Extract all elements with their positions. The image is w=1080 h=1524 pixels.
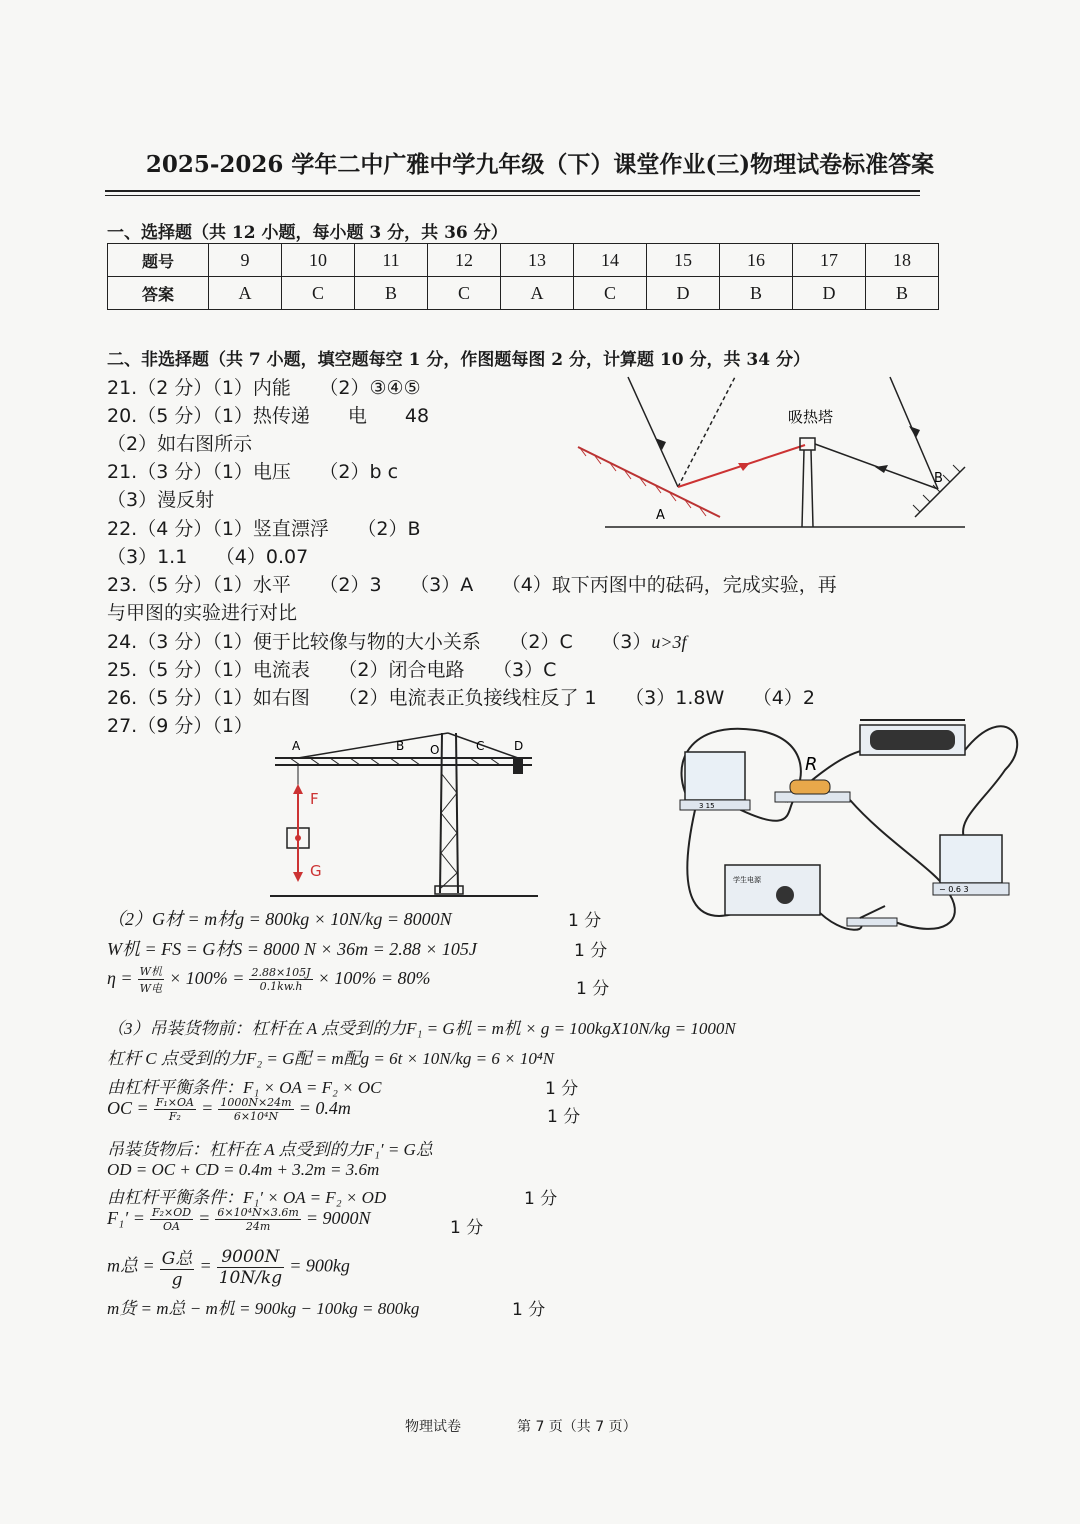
calc-line xyxy=(107,963,430,996)
fraction xyxy=(160,1244,195,1290)
cell: C xyxy=(428,277,501,310)
cell: B xyxy=(355,277,428,310)
crane-label-a: A xyxy=(292,739,301,753)
numerator: 6×10⁴N×3.6m xyxy=(217,1206,299,1219)
calc-text: F₁′ = xyxy=(107,1208,145,1228)
table-row xyxy=(108,277,939,310)
title-rule xyxy=(105,190,920,192)
calc-line: OD = OC + CD = 0.4m + 3.2m = 3.6m xyxy=(107,1160,380,1179)
circuit-figure xyxy=(665,710,1025,938)
cell: B xyxy=(720,277,793,310)
ammeter-scale: − 0.6 3 xyxy=(939,885,969,894)
fraction xyxy=(138,963,164,996)
calc-line: m货 = m总 − m机 = 900kg − 100kg = 800kg xyxy=(107,1299,420,1318)
cell: 15 xyxy=(647,244,720,277)
score: 1 分 xyxy=(545,1079,579,1099)
cell: 13 xyxy=(501,244,574,277)
answer-line: 20.（5 分）（1）热传递 电 48 xyxy=(107,405,430,427)
cell: 16 xyxy=(720,244,793,277)
cell: 14 xyxy=(574,244,647,277)
denominator: F₂ xyxy=(168,1110,181,1123)
fraction xyxy=(218,1096,293,1123)
cell: 10 xyxy=(282,244,355,277)
cell: 17 xyxy=(793,244,866,277)
cell: B xyxy=(866,277,939,310)
calc-line xyxy=(107,935,477,961)
page-footer: 物理试卷 第 7 页（共 7 页） xyxy=(405,1419,637,1435)
cell: C xyxy=(574,277,647,310)
answer-line: （3）漫反射 xyxy=(107,489,215,511)
cell: C xyxy=(282,277,355,310)
numerator: W机 xyxy=(139,965,162,978)
row-label: 题号 xyxy=(108,244,209,277)
denominator: OA xyxy=(163,1220,180,1233)
fraction xyxy=(217,1247,284,1288)
crane-label-b: B xyxy=(396,739,405,753)
denominator: 10N/kg xyxy=(218,1267,283,1288)
score: 1 分 xyxy=(574,941,608,961)
cell: A xyxy=(209,277,282,310)
numerator: 9000N xyxy=(217,1247,284,1268)
force-g-label: G xyxy=(310,862,322,880)
table-row xyxy=(108,244,939,277)
numerator: 2.88×105J xyxy=(251,966,311,979)
fraction xyxy=(249,966,312,993)
score: 1 分 xyxy=(576,979,610,999)
denominator: g xyxy=(171,1270,183,1290)
answer-line: 23.（5 分）（1）水平 （2）3 （3）A （4）取下丙图中的砝码，完成实验，再 xyxy=(107,574,837,596)
numerator: G总 xyxy=(160,1244,195,1270)
answer-line: （2）如右图所示 xyxy=(107,433,253,455)
cell: D xyxy=(793,277,866,310)
score: 1 分 xyxy=(450,1218,484,1238)
calc-line: （3）吊装货物前：杠杆在 A 点受到的力F₁ = G机 = m机 × g = 100kgX10N/kg = 1000N xyxy=(107,1019,736,1038)
point-a-label: A xyxy=(656,508,665,523)
resistor-label: R xyxy=(805,754,818,775)
crane-label-o: O xyxy=(430,743,440,757)
calc-text: = 9000N xyxy=(305,1208,371,1228)
calc-text: × 100% = xyxy=(169,968,245,988)
tower-label: 吸热塔 xyxy=(788,408,834,426)
answer-line: 26.（5 分）（1）如右图 （2）电流表正负接线柱反了 1 （3）1.8W （4）2 xyxy=(107,687,815,709)
answer-line: 与甲图的实验进行对比 xyxy=(107,602,298,624)
numerator: 1000N×24m xyxy=(220,1096,292,1109)
denominator: 24m xyxy=(245,1220,271,1233)
page-title: 2025-2026 学年二中广雅中学九年级（下）课堂作业(三)物理试卷标准答案 xyxy=(145,151,935,178)
crane-figure xyxy=(270,728,540,900)
calc-text: W机 = FS = G材S = 8000 N × 36m = 2.88 × 105J xyxy=(107,939,477,959)
calc-text: m总 = xyxy=(107,1255,155,1276)
point-b-label: B xyxy=(934,471,943,486)
answer-line: 21.（3 分）（1）电压 （2）b c xyxy=(107,461,399,483)
denominator: 6×10⁴N xyxy=(233,1110,279,1123)
answer-table xyxy=(107,243,939,310)
fraction xyxy=(150,1206,193,1233)
answer-line xyxy=(107,627,687,654)
fraction xyxy=(154,1096,196,1123)
reflection-figure xyxy=(570,372,970,534)
title-rule-thin xyxy=(105,195,920,196)
row-label: 答案 xyxy=(108,277,209,310)
calc-text: OC = xyxy=(107,1098,149,1118)
calc-line: 由杠杆平衡条件：F₁′ × OA = F₂ × OD xyxy=(107,1188,387,1207)
calc-line xyxy=(107,905,452,931)
score: 1 分 xyxy=(547,1107,581,1127)
numerator: F₂×OD xyxy=(151,1206,192,1219)
score: 1 分 xyxy=(512,1300,546,1320)
denominator: W电 xyxy=(139,982,162,995)
cell: A xyxy=(501,277,574,310)
cell: 11 xyxy=(355,244,428,277)
cell: D xyxy=(647,277,720,310)
calc-text: = 0.4m xyxy=(298,1098,351,1118)
crane-label-c: C xyxy=(476,739,485,753)
crane-label-d: D xyxy=(514,739,524,753)
supply-label: 学生电源 xyxy=(733,876,761,884)
calc-text: × 100% = 80% xyxy=(317,968,431,988)
answer-line: 27.（9 分）（1） xyxy=(107,715,253,737)
force-f-label: F xyxy=(310,790,319,808)
denominator: 0.1kw.h xyxy=(259,980,303,993)
calc-text: = 900kg xyxy=(289,1255,350,1276)
calc-line: F₁′ = $\frac{\text{F₂×OD}}{OA}$ = $\frac{\text{6×10⁴N×3.6m}}{24m}$ = 9000N xyxy=(107,1206,371,1233)
section-2-heading: 二、非选择题（共 7 小题，填空题每空 1 分，作图题每图 2 分，计算题 10 分，共 34 分） xyxy=(107,350,810,370)
numerator: F₁×OA xyxy=(155,1096,194,1109)
answer-line: 21.（2 分）（1）内能 （2）③④⑤ xyxy=(107,377,421,399)
answer-text: 24.（3 分）（1）便于比较像与物的大小关系 （2）C （3） xyxy=(107,631,652,653)
answer-line: （3）1.1 （4）0.07 xyxy=(107,546,309,568)
section-1-heading: 一、选择题（共 12 小题，每小题 3 分，共 36 分） xyxy=(107,223,508,243)
calc-text: （2）G材 = m材g = 800kg × 10N/kg = 8000N xyxy=(107,909,452,929)
calc-line: 杠杆 C 点受到的力F₂ = G配 = m配g = 6t × 10N/kg = 6 × 10⁴N xyxy=(107,1049,555,1068)
cell: 18 xyxy=(866,244,939,277)
score: 1 分 xyxy=(524,1189,558,1209)
cell: 12 xyxy=(428,244,501,277)
cell: 9 xyxy=(209,244,282,277)
calc-line: m总 = $\frac{\text{G总}}{g}$ = $\frac{9000N}{10N/kg}$ = 900kg xyxy=(107,1244,350,1290)
fraction xyxy=(215,1206,300,1233)
calc-line: OC = $\frac{\text{F₁×OA}}{\text{F₂}}$ = $\frac{1000N\times 24m}{\text{6×10⁴N}}$ = 0.4m xyxy=(107,1096,351,1123)
answer-line: 25.（5 分）（1）电流表 （2）闭合电路 （3）C xyxy=(107,659,557,681)
score: 1 分 xyxy=(568,911,602,931)
calc-line: 吊装货物后：杠杆在 A 点受到的力F₁′ = G总 xyxy=(107,1140,433,1159)
calc-line: 由杠杆平衡条件：F₁ × OA = F₂ × OC xyxy=(107,1078,382,1097)
answer-line: 22.（4 分）（1）竖直漂浮 （2）B xyxy=(107,518,421,540)
answer-math: u>3f xyxy=(651,632,687,652)
calc-text: η = xyxy=(107,968,133,988)
voltmeter-scale: 3 15 xyxy=(699,802,715,810)
